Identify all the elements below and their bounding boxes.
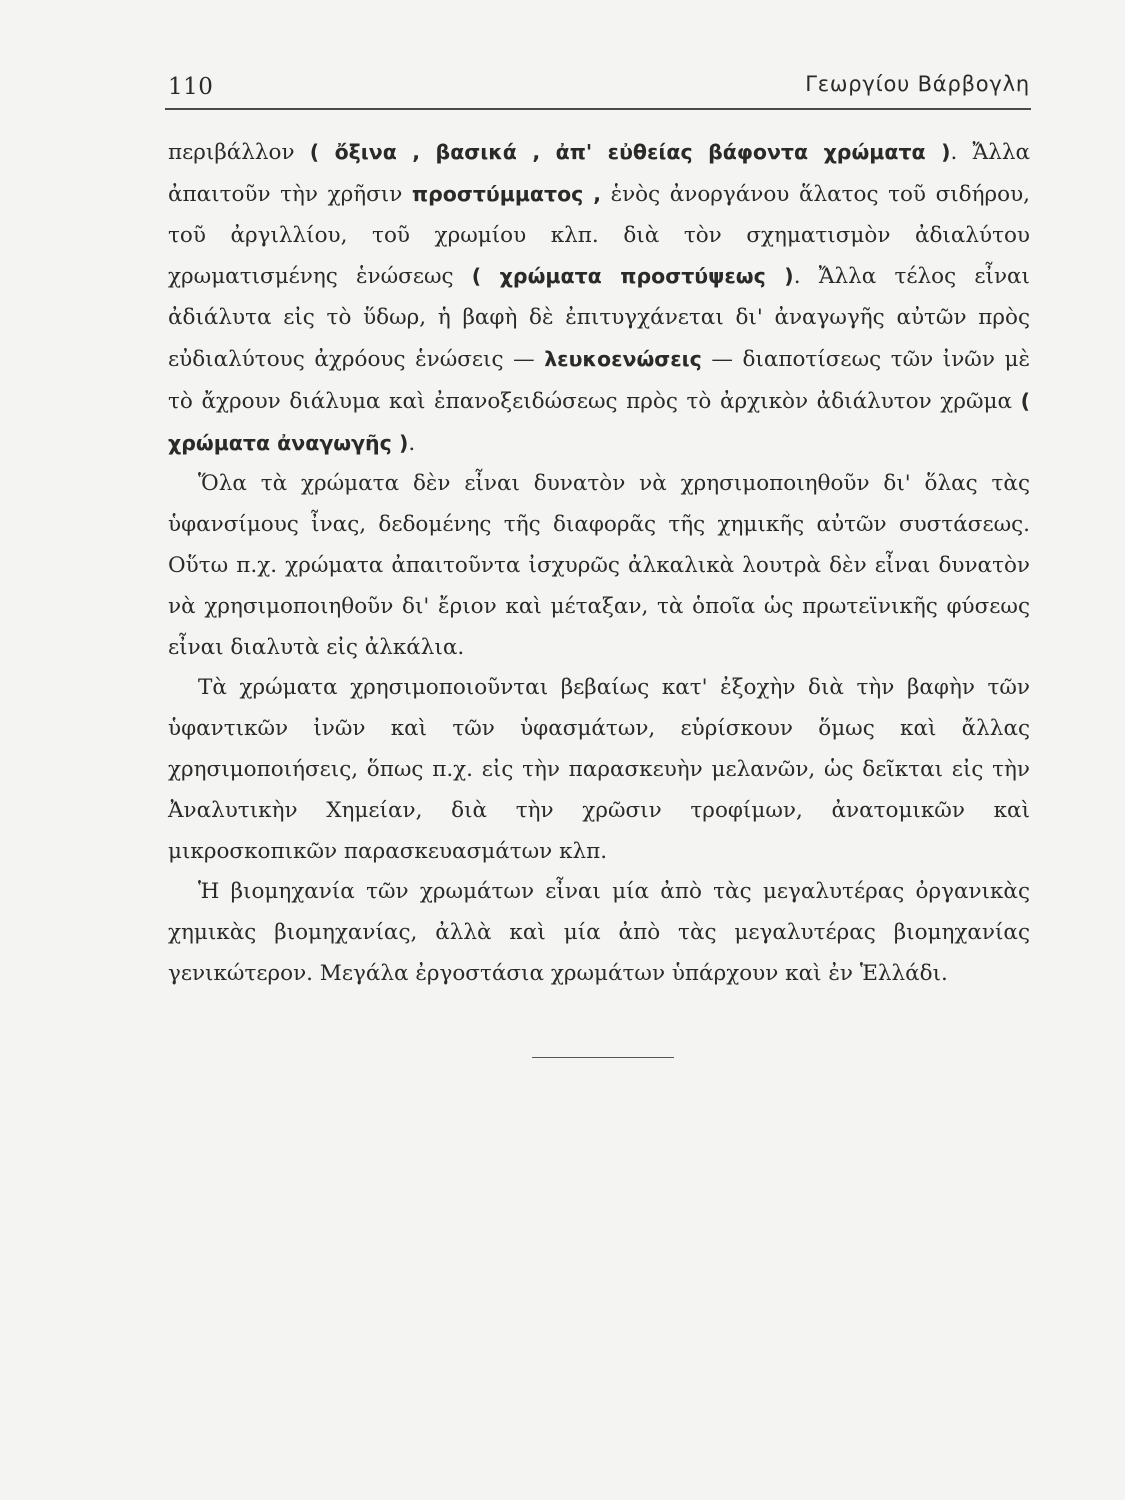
text-segment: Ὅλα τὰ χρώματα δὲν εἶναι δυνατὸν νὰ χρησιμοποιηθοῦν δι' ὅλας τὰς ὑφανσίμους ἶνας, δεδομένης τῆς διαφορᾶς τῆς χημικῆς αὐτῶν συστάσεως. Οὕτω π.χ. χρώματα ἀπαιτοῦντα ἰσχυρῶς ἀλκαλικὰ λουτρὰ δὲν εἶναι δυνατὸν νὰ χρησιμοποιηθοῦν δι' ἔριον καὶ μέταξαν, τὰ ὁποῖα ὡς πρωτεϊνικῆς φύσεως εἶναι διαλυτὰ εἰς ἀλκάλια. — [168, 471, 1030, 660]
page-header — [168, 70, 1030, 106]
text-segment: περιβάλλον — [168, 140, 310, 165]
emphasized-term: προστύμματος , — [411, 181, 601, 206]
text-segment: . — [408, 430, 416, 456]
paragraph-4 — [168, 872, 1030, 994]
emphasized-term: ( χρώματα προστύψεως ) — [471, 264, 794, 289]
running-head: Γεωργίου Βάρβογλη — [805, 72, 1030, 96]
page-number: 110 — [168, 74, 214, 100]
text-segment: ἑνὸς ἀνοργάνου ἅλατος τοῦ σιδήρου, τοῦ ἀργιλλίου, τοῦ χρωμίου κλπ. διὰ τὸν σχηματισμὸν ἀδιαλύτου χρωματισμένης ἑνώσεως — [168, 181, 1030, 290]
end-rule — [532, 1057, 674, 1058]
header-rule — [165, 108, 1031, 110]
text-segment: — διαποτίσεως τῶν ἰνῶν μὲ τὸ ἄχρουν διάλυμα καὶ ἐπανοξειδώσεως πρὸς τὸ ἀρχικὸν ἀδιάλυτον χρῶμα — [168, 346, 1030, 414]
text-segment: Τὰ χρώματα χρησιμοποιοῦνται βεβαίως κατ' ἐξοχὴν διὰ τὴν βαφὴν τῶν ὑφαντικῶν ἰνῶν καὶ τῶν ὑφασμάτων, εὑρίσκουν ὅμως καὶ ἄλλας χρησιμοποιήσεις, ὅπως π.χ. εἰς τὴν παρασκευὴν μελανῶν, ὡς δεῖκται εἰς τὴν Ἀναλυτικὴν Χημείαν, διὰ τὴν χρῶσιν τροφίμων, ἀνατομικῶν καὶ μικροσκοπικῶν παρασκευασμάτων κλπ. — [168, 675, 1030, 864]
text-segment: . Ἄλλα ἀπαιτοῦν τὴν χρῆσιν — [168, 140, 1031, 207]
text-segment: . Ἄλλα τέλος εἶναι ἀδιάλυτα εἰς τὸ ὕδωρ, ἡ βαφὴ δὲ ἐπιτυγχάνεται δι' ἀναγωγῆς αὐτῶν πρὸς εὐδιαλύτους ἀχρόους ἑνώσεις — — [168, 264, 1030, 372]
body-text — [168, 132, 1030, 995]
text-segment: Ἡ βιομηχανία τῶν χρωμάτων εἶναι μία ἀπὸ τὰς μεγαλυτέρας ὀργανικὰς χημικὰς βιομηχανίας, ἀλλὰ καὶ μία ἀπὸ τὰς μεγαλυτέρας βιομηχανίας γενικώτερον. Μεγάλα ἐργοστάσια χρωμάτων ὑπάρχουν καὶ ἐν Ἑλλάδι. — [168, 879, 1030, 986]
emphasized-term: ( ὄξινα , βασικά , ἀπ' εὐθείας βάφοντα χρώματα ) — [309, 140, 951, 164]
emphasized-term: ( χρώματα ἀναγωγῆς ) — [168, 388, 1030, 455]
paragraph-3 — [168, 668, 1030, 872]
paragraph-1 — [168, 132, 1030, 464]
emphasized-term: λευκοενώσεις — [544, 346, 702, 371]
paragraph-2 — [168, 464, 1030, 668]
